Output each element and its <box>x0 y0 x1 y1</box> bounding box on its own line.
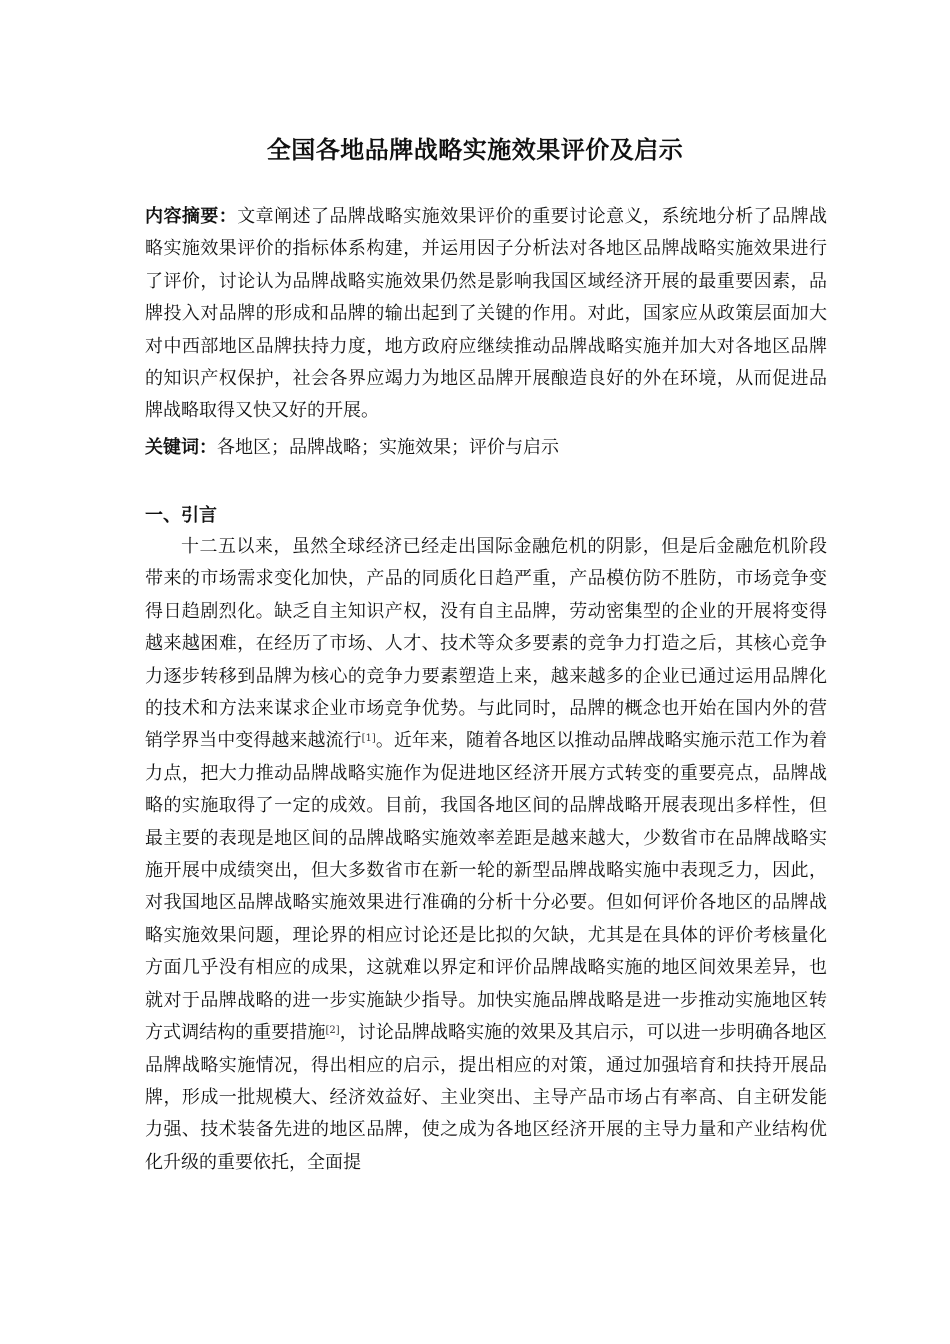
abstract-label: 内容摘要： <box>145 206 238 227</box>
abstract-text: 文章阐述了品牌战略实施效果评价的重要讨论意义，系统地分析了品牌战略实施效果评价的指标体系构建，并运用因子分析法对各地区品牌战略实施效果进行了评价，讨论认为品牌战略实施效果仍然是影响我国区域经济开展的最重要因素，品牌投入对品牌的形成和品牌的输出起到了关键的作用。对此，国家应从政策层面加大对中西部地区品牌扶持力度，地方政府应继续推动品牌战略实施并加大对各地区品牌的知识产权保护，社会各界应竭力为地区品牌开展酿造良好的外在环境，从而促进品牌战略取得又快又好的开展。 <box>145 206 828 422</box>
citation-marker-1[interactable]: [1] <box>361 733 376 745</box>
paragraph-text-part1: 十二五以来，虽然全球经济已经走出国际金融危机的阴影，但是后金融危机阶段带来的市场需求变化加快，产品的同质化日趋严重，产品模仿防不胜防，市场竞争变得日趋剧烈化。缺乏自主知识产权，没有自主品牌，劳动密集型的企业的开展将变得越来越困难，在经历了市场、人才、技术等众多要素的竞争力打造之后，其核心竞争力逐步转移到品牌为核心的竞争力要素塑造上来，越来越多的企业已通过运用品牌化的技术和方法来谋求企业市场竞争优势。与此同时，品牌的概念也开始在国内外的营销学界当中变得越来越流行 <box>145 536 827 752</box>
document-title: 全国各地品牌战略实施效果评价及启示 <box>266 136 684 164</box>
abstract-paragraph <box>145 201 827 428</box>
keywords-paragraph <box>145 432 827 464</box>
paragraph-text-part3: ，讨论品牌战略实施的效果及其启示，可以进一步明确各地区品牌战略实施情况，得出相应的启示，提出相应的对策，通过加强培育和扶持开展品牌，形成一批规模大、经济效益好、主业突出、主导产品市场占有率高、自主研发能力强、技术装备先进的地区品牌，使之成为各地区经济开展的主导力量和产业结构优化升级的重要依托，全面提 <box>145 1022 828 1173</box>
citation-marker-2[interactable]: [2] <box>325 1025 340 1037</box>
introduction-paragraph <box>145 531 827 1179</box>
section-heading-introduction: 一、引言 <box>145 505 217 526</box>
keywords-label: 关键词： <box>145 437 217 458</box>
paragraph-text-part2: 。近年来，随着各地区以推动品牌战略实施示范工作为着力点，把大力推动品牌战略实施作为促进地区经济开展方式转变的重要亮点，品牌战略的实施取得了一定的成效。目前，我国各地区间的品牌战略开展表现出多样性，但最主要的表现是地区间的品牌战略实施效率差距是越来越大，少数省市在品牌战略实施开展中成绩突出，但大多数省市在新一轮的新型品牌战略实施中表现乏力，因此，对我国地区品牌战略实施效果进行准确的分析十分必要。但如何评价各地区的品牌战略实施效果问题，理论界的相应讨论还是比拟的欠缺，尤其是在具体的评价考核量化方面几乎没有相应的成果，这就难以界定和评价品牌战略实施的地区间效果差异，也就对于品牌战略的进一步实施缺少指导。加快实施品牌战略是进一步推动实施地区转方式调结构的重要措施 <box>145 730 827 1044</box>
keywords-text: 各地区；品牌战略；实施效果；评价与启示 <box>217 437 559 458</box>
